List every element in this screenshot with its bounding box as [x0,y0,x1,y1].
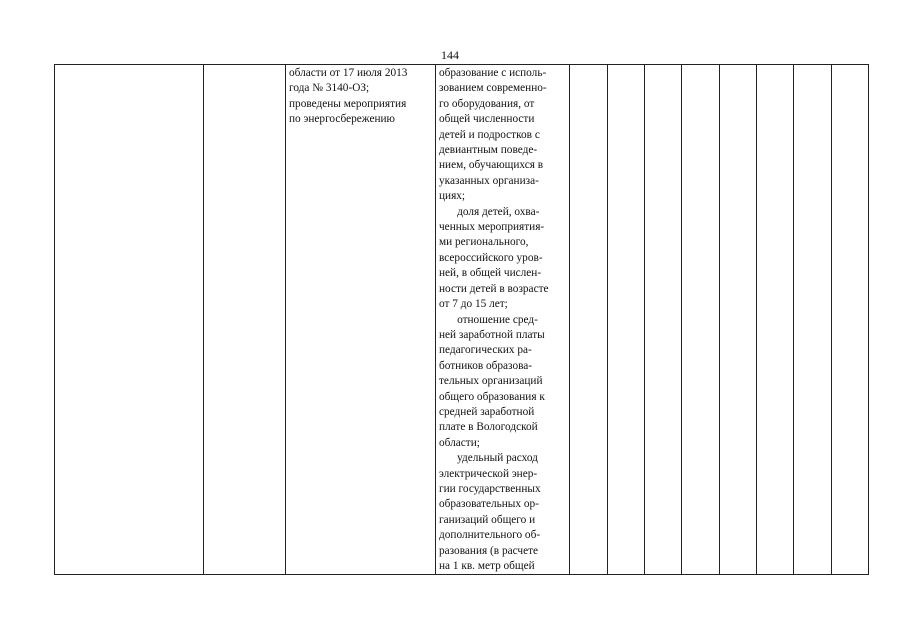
col4-line: дополнительного об- [439,529,541,542]
table-cell-col11 [794,65,832,575]
col4-line: го оборудования, от [439,97,535,110]
col4-line: на 1 кв. метр общей [439,560,535,572]
col3-line: проведены мероприятия [289,97,407,110]
table-cell-col6 [608,65,645,575]
col4-line: средней заработной [439,405,535,418]
table-cell-col10 [757,65,794,575]
col4-line: образовательных ор- [439,498,539,511]
col4-line: отношение сред- [457,313,538,326]
col4-line: циях; [439,190,466,203]
col3-line: года № 3140-ОЗ; [289,82,370,95]
col4-line: ченных мероприятия- [439,221,545,234]
col4-line: указанных организа- [439,174,539,187]
col4-line: тельных организаций [439,375,543,388]
col4-line: педагогических ра- [439,344,532,357]
table-cell-col1 [55,65,204,575]
table-cell-col9 [720,65,757,575]
col4-paragraph [439,205,567,313]
col4-line: области; [439,436,480,449]
col4-line: ней, в общей числен- [439,267,542,280]
col4-line: ности детей в возрасте [439,282,549,295]
col4-paragraph [439,313,567,452]
col4-line: ганизаций общего и [439,513,536,526]
col4-line: зованием современно- [439,82,547,95]
col4-paragraph [439,451,567,574]
table-cell-col4 [436,65,570,575]
col4-line: общей численности [439,113,535,126]
col4-text [436,65,569,574]
col4-line: всероссийского уров- [439,251,543,264]
table-cell-col2 [204,65,286,575]
col4-line: образование с исполь- [439,67,547,79]
col4-line: разования (в расчете [439,544,539,557]
col4-line: доля детей, охва- [457,205,540,218]
col4-line: ней заработной платы [439,328,545,341]
col3-line: области от 17 июля 2013 [289,67,408,79]
table-cell-col7 [645,65,682,575]
page-number: 144 [441,48,459,62]
col3-line: по энергосбережению [289,113,395,126]
col4-line: детей и подростков с [439,128,540,141]
col4-line: общего образования к [439,390,545,403]
table-cell-col5 [570,65,608,575]
table-cell-col12 [832,65,869,575]
col4-line: ботников образова- [439,359,533,372]
col4-line: ми регионального, [439,236,529,249]
table-cell-col8 [682,65,720,575]
table-cell-col3 [286,65,436,575]
col4-line: девиантным поведе- [439,144,538,157]
col4-line: гии государственных [439,482,541,495]
col3-text [286,65,435,128]
col4-paragraph [439,66,567,205]
col4-line: нием, обучающихся в [439,159,544,172]
document-table [54,64,869,575]
col4-line: удельный расход [457,452,538,465]
col4-line: электрической энер- [439,467,538,480]
table-row [55,65,869,575]
col4-line: от 7 до 15 лет; [439,298,508,311]
col4-line: плате в Вологодской [439,421,538,434]
